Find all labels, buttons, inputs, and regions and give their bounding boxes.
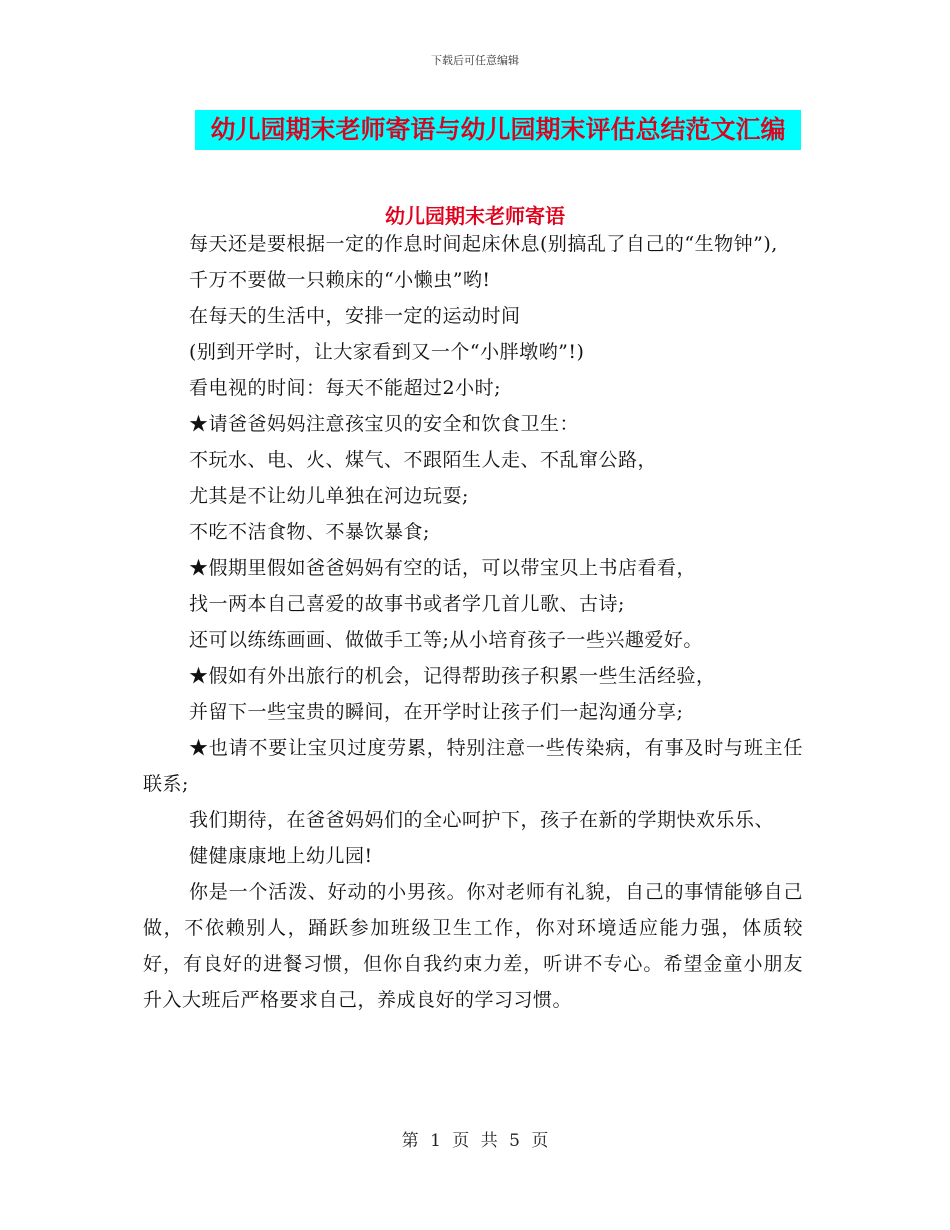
document-title: 幼儿园期末老师寄语与幼儿园期末评估总结范文汇编 <box>195 110 801 150</box>
page-header-note: 下载后可任意编辑 <box>431 54 519 67</box>
document-body <box>143 226 803 1018</box>
paragraph: 不吃不洁食物、不暴饮暴食; <box>189 521 430 543</box>
paragraph: 还可以练练画画、做做手工等;从小培育孩子一些兴趣爱好。 <box>189 629 703 651</box>
paragraph: 你是一个活泼、好动的小男孩。你对老师有礼貌，自己的事情能够自己做，不依赖别人，踊跃参加班级卫生工作，你对环境适应能力强，体质较好，有良好的进餐习惯，但你自我约束力差，听讲不专心。希望金童小朋友升入大班后严格要求自己，养成良好的学习习惯。 <box>143 881 803 1011</box>
paragraph: ★请爸爸妈妈注意孩宝贝的安全和饮食卫生： <box>189 413 580 435</box>
page-number: 第 1 页 共 5 页 <box>401 1131 549 1151</box>
paragraph: 看电视的时间：每天不能超过2小时; <box>189 377 501 399</box>
paragraph: 尤其是不让幼儿单独在河边玩耍; <box>189 485 469 507</box>
section-title: 幼儿园期末老师寄语 <box>385 204 565 228</box>
paragraph: ★假期里假如爸爸妈妈有空的话，可以带宝贝上书店看看， <box>189 557 697 579</box>
paragraph: 找一两本自己喜爱的故事书或者学几首儿歌、古诗; <box>189 593 625 615</box>
paragraph: 每天还是要根据一定的作息时间起床休息(别搞乱了自己的“生物钟”), <box>189 233 778 255</box>
paragraph: 不玩水、电、火、煤气、不跟陌生人走、不乱窜公路， <box>189 449 658 471</box>
paragraph: 千万不要做一只赖床的“小懒虫”哟! <box>189 269 491 291</box>
paragraph: 我们期待，在爸爸妈妈们的全心呵护下，孩子在新的学期快欢乐乐、 <box>189 809 775 831</box>
paragraph: (别到开学时，让大家看到又一个“小胖墩哟”!) <box>189 341 585 363</box>
paragraph: 在每天的生活中，安排一定的运动时间 <box>189 305 521 327</box>
paragraph: 健健康康地上幼儿园! <box>189 845 373 867</box>
paragraph: ★假如有外出旅行的机会，记得帮助孩子积累一些生活经验， <box>189 665 716 687</box>
paragraph: ★也请不要让宝贝过度劳累，特别注意一些传染病，有事及时与班主任联系; <box>143 737 803 795</box>
paragraph: 并留下一些宝贵的瞬间，在开学时让孩子们一起沟通分享; <box>189 701 684 723</box>
